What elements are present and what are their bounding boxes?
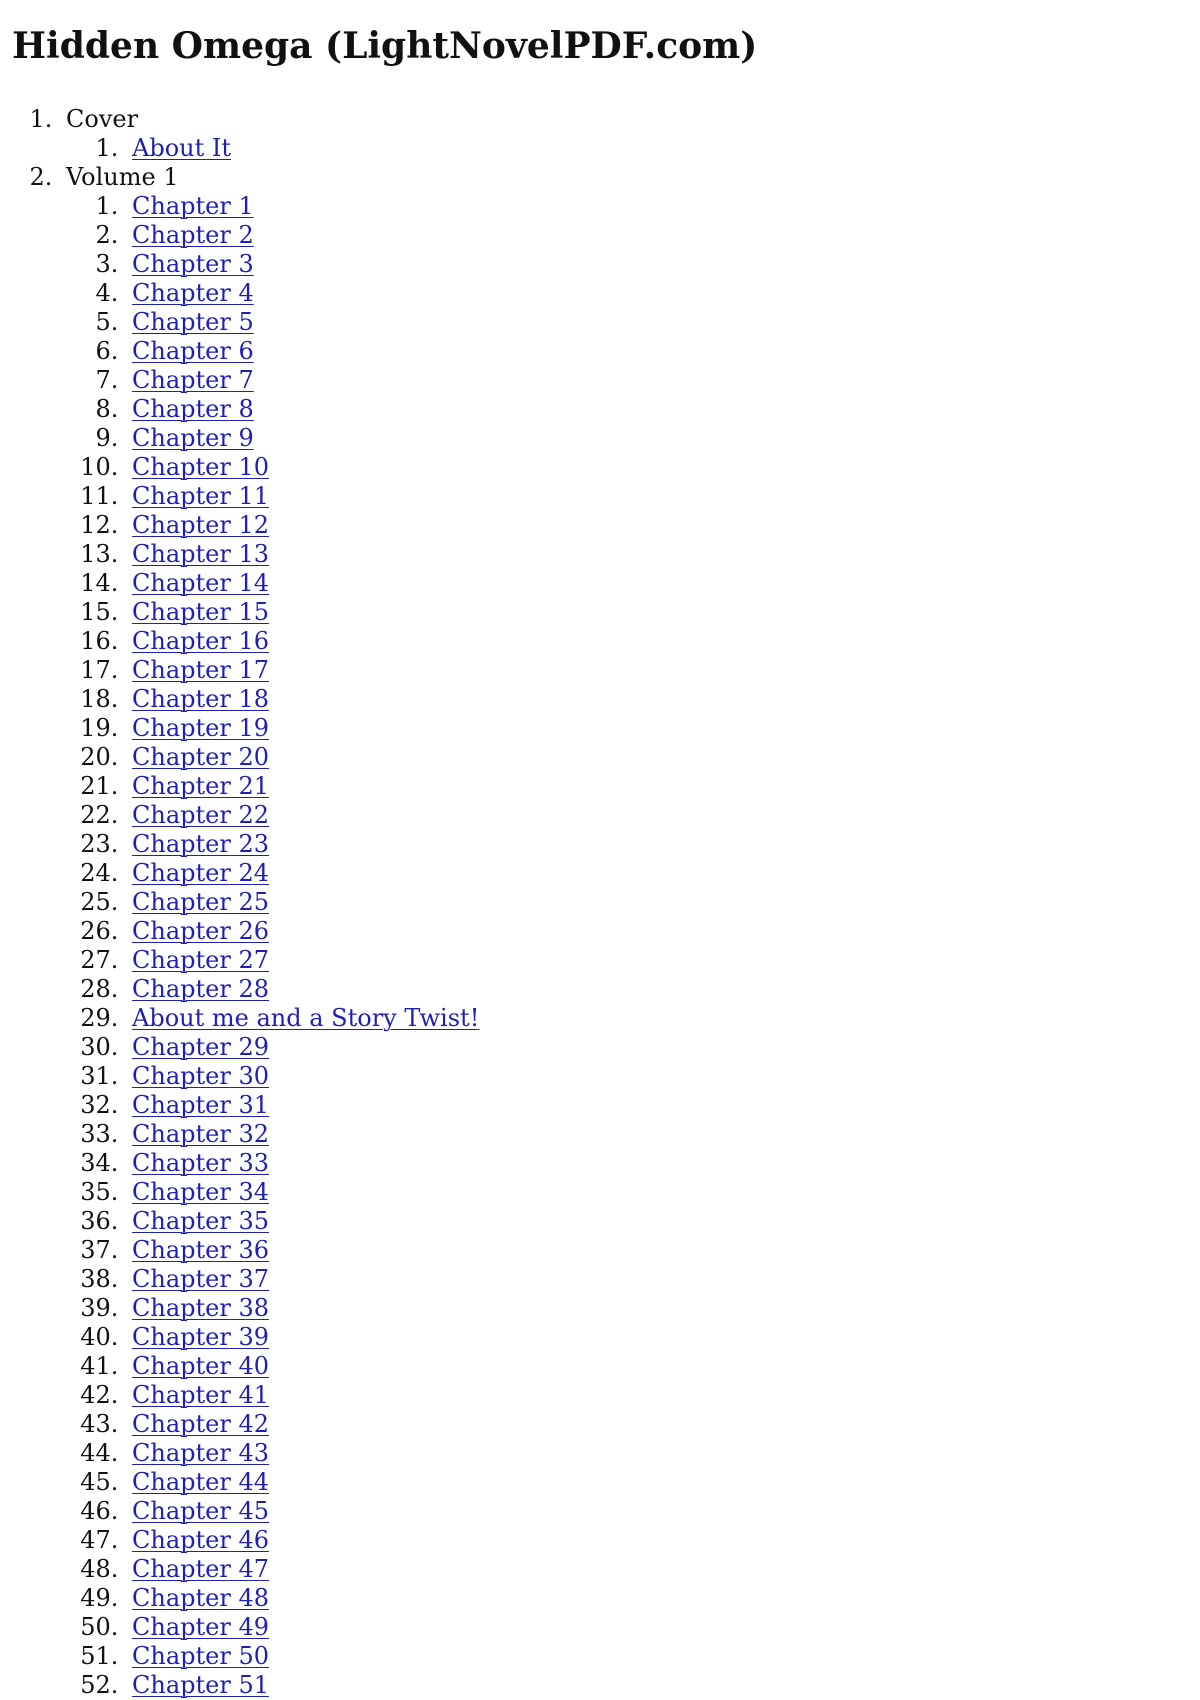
toc-link[interactable]: Chapter 21 bbox=[132, 771, 269, 800]
list-number: 31 . bbox=[0, 1062, 126, 1091]
toc-link[interactable]: Chapter 6 bbox=[132, 336, 254, 365]
toc-link[interactable]: Chapter 22 bbox=[132, 800, 269, 829]
list-number: 1 . bbox=[0, 192, 126, 221]
list-item bbox=[0, 801, 1200, 830]
toc-link[interactable]: Chapter 35 bbox=[132, 1206, 269, 1235]
list-item bbox=[0, 1468, 1200, 1497]
toc-section-row bbox=[0, 105, 1200, 134]
toc-link[interactable]: Chapter 18 bbox=[132, 684, 269, 713]
list-number: 1 . bbox=[0, 134, 126, 163]
toc-link[interactable]: Chapter 20 bbox=[132, 742, 269, 771]
toc-link[interactable]: Chapter 30 bbox=[132, 1061, 269, 1090]
list-number: 8 . bbox=[0, 395, 126, 424]
list-number: 44 . bbox=[0, 1439, 126, 1468]
list-number: 49 . bbox=[0, 1584, 126, 1613]
toc-link[interactable]: Chapter 2 bbox=[132, 220, 254, 249]
toc-link[interactable]: Chapter 24 bbox=[132, 858, 269, 887]
list-number: 19 . bbox=[0, 714, 126, 743]
toc-link[interactable]: Chapter 31 bbox=[132, 1090, 269, 1119]
toc-link[interactable]: Chapter 46 bbox=[132, 1525, 269, 1554]
list-number: 2 . bbox=[0, 163, 60, 192]
list-item bbox=[0, 424, 1200, 453]
toc-link[interactable]: Chapter 9 bbox=[132, 423, 254, 452]
toc-link[interactable]: Chapter 39 bbox=[132, 1322, 269, 1351]
list-item bbox=[0, 1033, 1200, 1062]
toc-link[interactable]: About It bbox=[132, 133, 231, 162]
list-number: 3 . bbox=[0, 250, 126, 279]
toc-section-label: Cover bbox=[66, 104, 139, 133]
list-item bbox=[0, 1178, 1200, 1207]
list-item bbox=[0, 946, 1200, 975]
list-number: 16 . bbox=[0, 627, 126, 656]
list-item bbox=[0, 192, 1200, 221]
toc-link[interactable]: Chapter 51 bbox=[132, 1670, 269, 1699]
list-item bbox=[0, 1236, 1200, 1265]
list-number: 35 . bbox=[0, 1178, 126, 1207]
list-number: 32 . bbox=[0, 1091, 126, 1120]
list-item bbox=[0, 772, 1200, 801]
toc-link[interactable]: Chapter 36 bbox=[132, 1235, 269, 1264]
list-item bbox=[0, 1671, 1200, 1700]
list-number: 51 . bbox=[0, 1642, 126, 1671]
list-item bbox=[0, 598, 1200, 627]
list-number: 28 . bbox=[0, 975, 126, 1004]
list-number: 33 . bbox=[0, 1120, 126, 1149]
list-number: 7 . bbox=[0, 366, 126, 395]
list-item bbox=[0, 1323, 1200, 1352]
list-item bbox=[0, 250, 1200, 279]
list-item bbox=[0, 1207, 1200, 1236]
toc-link[interactable]: Chapter 43 bbox=[132, 1438, 269, 1467]
list-number: 40 . bbox=[0, 1323, 126, 1352]
list-item bbox=[0, 511, 1200, 540]
toc-sublist bbox=[0, 134, 1200, 163]
list-number: 14 . bbox=[0, 569, 126, 598]
toc-link[interactable]: Chapter 4 bbox=[132, 278, 254, 307]
list-item bbox=[0, 569, 1200, 598]
toc-link[interactable]: Chapter 45 bbox=[132, 1496, 269, 1525]
list-item bbox=[0, 830, 1200, 859]
list-number: 18 . bbox=[0, 685, 126, 714]
toc-link[interactable]: Chapter 50 bbox=[132, 1641, 269, 1670]
list-number: 10 . bbox=[0, 453, 126, 482]
list-item bbox=[0, 888, 1200, 917]
list-item bbox=[0, 1526, 1200, 1555]
list-number: 17 . bbox=[0, 656, 126, 685]
toc-link[interactable]: Chapter 47 bbox=[132, 1554, 269, 1583]
list-number: 30 . bbox=[0, 1033, 126, 1062]
list-item bbox=[0, 482, 1200, 511]
table-of-contents bbox=[0, 105, 1200, 1700]
list-number: 1 . bbox=[0, 105, 60, 134]
list-number: 15 . bbox=[0, 598, 126, 627]
toc-link[interactable]: Chapter 28 bbox=[132, 974, 269, 1003]
list-item bbox=[0, 1439, 1200, 1468]
list-item bbox=[0, 395, 1200, 424]
list-number: 48 . bbox=[0, 1555, 126, 1584]
toc-link[interactable]: Chapter 44 bbox=[132, 1467, 269, 1496]
list-number: 22 . bbox=[0, 801, 126, 830]
list-number: 26 . bbox=[0, 917, 126, 946]
list-number: 24 . bbox=[0, 859, 126, 888]
list-item bbox=[0, 540, 1200, 569]
toc-link[interactable]: Chapter 15 bbox=[132, 597, 269, 626]
list-item bbox=[0, 1352, 1200, 1381]
list-item bbox=[0, 366, 1200, 395]
toc-link[interactable]: Chapter 32 bbox=[132, 1119, 269, 1148]
list-item bbox=[0, 134, 1200, 163]
list-number: 43 . bbox=[0, 1410, 126, 1439]
list-number: 42 . bbox=[0, 1381, 126, 1410]
toc-link[interactable]: Chapter 29 bbox=[132, 1032, 269, 1061]
toc-link[interactable]: Chapter 14 bbox=[132, 568, 269, 597]
list-number: 41 . bbox=[0, 1352, 126, 1381]
toc-sublist bbox=[0, 192, 1200, 1700]
toc-link[interactable]: Chapter 27 bbox=[132, 945, 269, 974]
list-number: 39 . bbox=[0, 1294, 126, 1323]
list-item bbox=[0, 975, 1200, 1004]
toc-link[interactable]: Chapter 5 bbox=[132, 307, 254, 336]
list-item bbox=[0, 627, 1200, 656]
list-item bbox=[0, 1265, 1200, 1294]
list-item bbox=[0, 1584, 1200, 1613]
list-item bbox=[0, 1091, 1200, 1120]
list-item bbox=[0, 1004, 1200, 1033]
list-number: 13 . bbox=[0, 540, 126, 569]
list-item bbox=[0, 714, 1200, 743]
toc-link[interactable]: Chapter 13 bbox=[132, 539, 269, 568]
list-item bbox=[0, 1294, 1200, 1323]
toc-link[interactable]: Chapter 26 bbox=[132, 916, 269, 945]
toc-link[interactable]: Chapter 33 bbox=[132, 1148, 269, 1177]
toc-section bbox=[0, 163, 1200, 1700]
toc-link[interactable]: Chapter 49 bbox=[132, 1612, 269, 1641]
list-number: 9 . bbox=[0, 424, 126, 453]
list-item bbox=[0, 1120, 1200, 1149]
toc-link[interactable]: Chapter 40 bbox=[132, 1351, 269, 1380]
list-number: 20 . bbox=[0, 743, 126, 772]
toc-link[interactable]: Chapter 7 bbox=[132, 365, 254, 394]
list-number: 38 . bbox=[0, 1265, 126, 1294]
list-item bbox=[0, 1381, 1200, 1410]
toc-link[interactable]: Chapter 34 bbox=[132, 1177, 269, 1206]
list-item bbox=[0, 1555, 1200, 1584]
list-number: 50 . bbox=[0, 1613, 126, 1642]
list-number: 5 . bbox=[0, 308, 126, 337]
list-number: 21 . bbox=[0, 772, 126, 801]
list-number: 46 . bbox=[0, 1497, 126, 1526]
toc-link[interactable]: Chapter 19 bbox=[132, 713, 269, 742]
list-item bbox=[0, 917, 1200, 946]
toc-link[interactable]: Chapter 23 bbox=[132, 829, 269, 858]
list-item bbox=[0, 656, 1200, 685]
list-number: 52 . bbox=[0, 1671, 126, 1700]
list-number: 27 . bbox=[0, 946, 126, 975]
toc-link[interactable]: Chapter 8 bbox=[132, 394, 254, 423]
toc-link[interactable]: Chapter 10 bbox=[132, 452, 269, 481]
toc-link[interactable]: Chapter 41 bbox=[132, 1380, 269, 1409]
list-number: 12 . bbox=[0, 511, 126, 540]
list-number: 6 . bbox=[0, 337, 126, 366]
list-item bbox=[0, 221, 1200, 250]
toc-link[interactable]: Chapter 16 bbox=[132, 626, 269, 655]
toc-link[interactable]: Chapter 37 bbox=[132, 1264, 269, 1293]
list-item bbox=[0, 859, 1200, 888]
toc-link[interactable]: Chapter 1 bbox=[132, 191, 254, 220]
list-item bbox=[0, 1062, 1200, 1091]
list-item bbox=[0, 337, 1200, 366]
list-number: 23 . bbox=[0, 830, 126, 859]
toc-link[interactable]: Chapter 48 bbox=[132, 1583, 269, 1612]
list-number: 34 . bbox=[0, 1149, 126, 1178]
toc-section-row bbox=[0, 163, 1200, 192]
toc-link[interactable]: Chapter 11 bbox=[132, 481, 269, 510]
list-number: 2 . bbox=[0, 221, 126, 250]
toc-section bbox=[0, 105, 1200, 163]
page-title: Hidden Omega (LightNovelPDF.com) bbox=[12, 25, 758, 67]
list-item bbox=[0, 1613, 1200, 1642]
toc-link[interactable]: Chapter 3 bbox=[132, 249, 254, 278]
toc-section-label: Volume 1 bbox=[66, 162, 179, 191]
list-number: 45 . bbox=[0, 1468, 126, 1497]
toc-link[interactable]: Chapter 42 bbox=[132, 1409, 269, 1438]
list-number: 36 . bbox=[0, 1207, 126, 1236]
list-number: 4 . bbox=[0, 279, 126, 308]
list-item bbox=[0, 1497, 1200, 1526]
list-item bbox=[0, 453, 1200, 482]
list-number: 47 . bbox=[0, 1526, 126, 1555]
list-item bbox=[0, 1642, 1200, 1671]
list-number: 25 . bbox=[0, 888, 126, 917]
list-item bbox=[0, 1410, 1200, 1439]
list-item bbox=[0, 308, 1200, 337]
toc-link[interactable]: Chapter 38 bbox=[132, 1293, 269, 1322]
toc-link[interactable]: Chapter 25 bbox=[132, 887, 269, 916]
list-number: 37 . bbox=[0, 1236, 126, 1265]
toc-link[interactable]: Chapter 12 bbox=[132, 510, 269, 539]
list-item bbox=[0, 743, 1200, 772]
list-item bbox=[0, 1149, 1200, 1178]
list-number: 29 . bbox=[0, 1004, 126, 1033]
list-item bbox=[0, 685, 1200, 714]
list-item bbox=[0, 279, 1200, 308]
list-number: 11 . bbox=[0, 482, 126, 511]
toc-link[interactable]: About me and a Story Twist! bbox=[132, 1003, 480, 1032]
toc-link[interactable]: Chapter 17 bbox=[132, 655, 269, 684]
